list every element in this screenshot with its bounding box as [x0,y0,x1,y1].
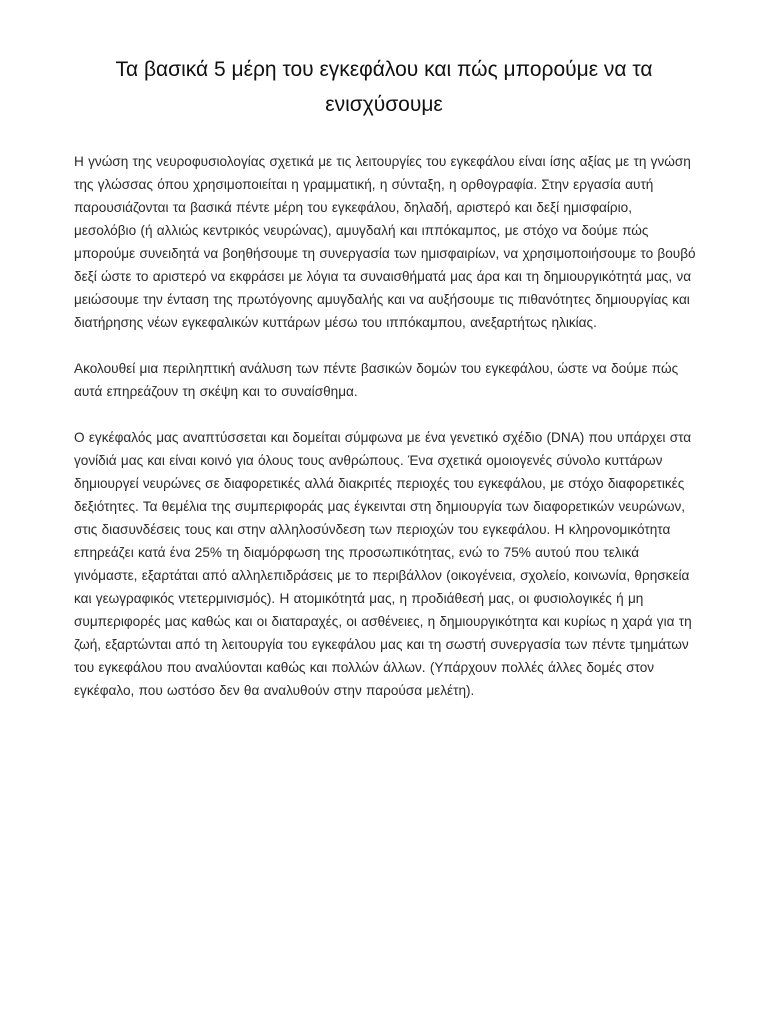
paragraph-intro: Η γνώση της νευροφυσιολογίας σχετικά με τις λειτουργίες του εγκεφάλου είναι ίσης αξίας με τη γνώση της γλώσσας όπου χρησιμοποιείται η γραμματική, η σύνταξη, η ορθογραφία. Στην εργασία αυτή παρουσιάζονται τα βασικά πέντε μέρη του εγκεφάλου, δηλαδή, αριστερό και δεξί ημισφαίριο, μεσολόβιο (ή αλλιώς κεντρικός νευρώνας), αμυγδαλή και ιππόκαμπος, με στόχο να δούμε πώς μπορούμε συνειδητά να βοηθήσουμε τη συνεργασία των ημισφαιρίων, να χρησιμοποιήσουμε το βουβό δεξί ώστε το αριστερό να εκφράσει με λόγια τα συναισθήματά μας άρα και τη δημιουργικότητά μας, να μειώσουμε την ένταση της πρωτόγονης αμυγδαλής και να αυξήσουμε τις πιθανότητες δημιουργίας και διατήρησης νέων εγκεφαλικών κυττάρων μέσω του ιππόκαμπου, ανεξαρτήτως ηλικίας. [74,154,696,330]
paragraph-development: Ο εγκέφαλός μας αναπτύσσεται και δομείται σύμφωνα με ένα γενετικό σχέδιο (DNA) που υπάρχει στα γονίδιά μας και είναι κοινό για όλους τους ανθρώπους. Ένα σχετικά ομοιογενές σύνολο κυττάρων δημιουργεί νευρώνες σε διαφορετικές αλλά διακριτές περιοχές του εγκεφάλου, με στόχο διαφορετικές δεξιότητες. Τα θεμέλια της συμπεριφοράς μας έγκεινται στη δημιουργία των διαφορετικών νευρώνων, στις διασυνδέσεις τους και στην αλληλοσύνδεση των περιοχών του εγκεφάλου. Η κληρονομικότητα επηρεάζει κατά ένα 25% τη διαμόρφωση της προσωπικότητας, ενώ το 75% αυτού που τελικά γινόμαστε, εξαρτάται από αλληλεπιδράσεις με το περιβάλλον (οικογένεια, σχολείο, κοινωνία, θρησκεία και γεωγραφικός ντετερμινισμός). Η ατομικότητά μας, η προδιάθεσή μας, οι φυσιολογικές ή μη συμπεριφορές μας καθώς και οι διαταραχές, οι ασθένειες, η δημιουργικότητα και κυρίως η χαρά για τη ζωή, εξαρτώνται από τη λειτουργία του εγκεφάλου μας και τη σωστή συνεργασία των πέντε τμημάτων του εγκεφάλου που αναλύονται καθώς και πολλών άλλων. (Υπάρχουν πολλές άλλες δομές στον εγκέφαλο, που ωστόσο δεν θα αναλυθούν στην παρούσα μελέτη). [74,430,692,698]
paragraph-overview: Ακολουθεί μια περιληπτική ανάλυση των πέντε βασικών δομών του εγκεφάλου, ώστε να δούμε πώς αυτά επηρεάζουν τη σκέψη και το συναίσθημα. [74,361,679,399]
document-body [74,150,698,725]
document-title: Τα βασικά 5 μέρη του εγκεφάλου και πώς μπορούμε να τα ενισχύσουμε [115,58,653,116]
